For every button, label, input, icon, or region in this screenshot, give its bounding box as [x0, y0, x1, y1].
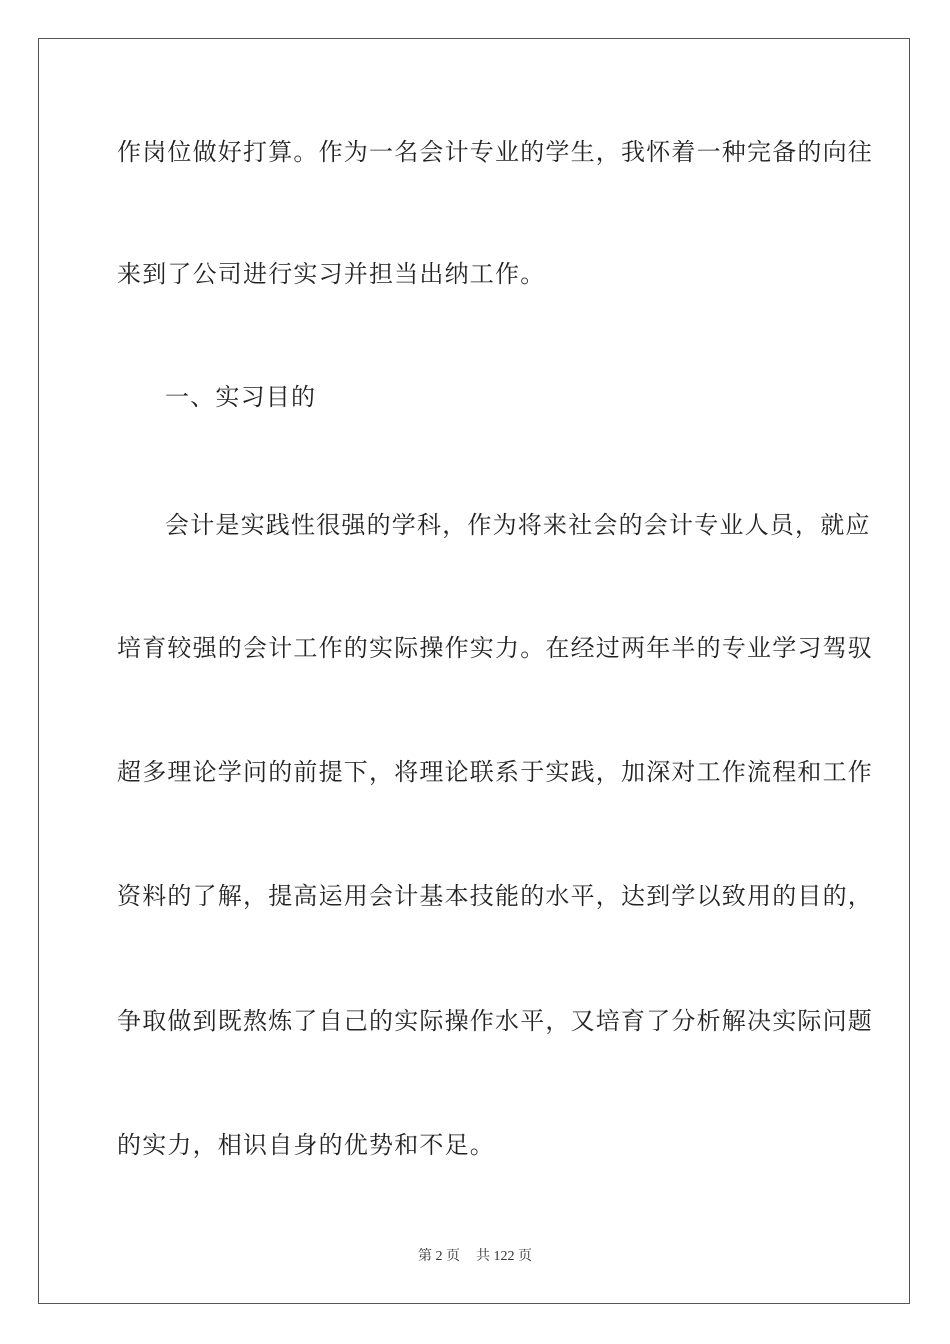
- body-text-line: 超多理论学问的前提下，将理论联系于实践，加深对工作流程和工作: [117, 758, 873, 786]
- page-number: 第 2 页: [418, 1249, 460, 1264]
- body-text-line: 的实力，相识自身的优势和不足。: [117, 1131, 495, 1159]
- page-total: 共 122 页: [476, 1249, 532, 1264]
- page-border: [38, 38, 910, 1304]
- body-text-line: 资料的了解，提高运用会计基本技能的水平，达到学以致用的目的，: [117, 882, 873, 910]
- page-footer: [0, 1248, 950, 1266]
- body-text-line: 来到了公司进行实习并担当出纳工作。: [117, 260, 546, 288]
- body-text-line: 作岗位做好打算。作为一名会计专业的学生，我怀着一种完备的向往: [117, 138, 873, 166]
- body-text-line: 培育较强的会计工作的实际操作实力。在经过两年半的专业学习驾驭: [117, 634, 873, 662]
- section-heading: 一、实习目的: [165, 383, 317, 411]
- body-text-line: 争取做到既熬炼了自己的实际操作水平，又培育了分析解决实际问题: [117, 1007, 873, 1035]
- body-text-line: 会计是实践性很强的学科，作为将来社会的会计专业人员，就应: [165, 511, 871, 539]
